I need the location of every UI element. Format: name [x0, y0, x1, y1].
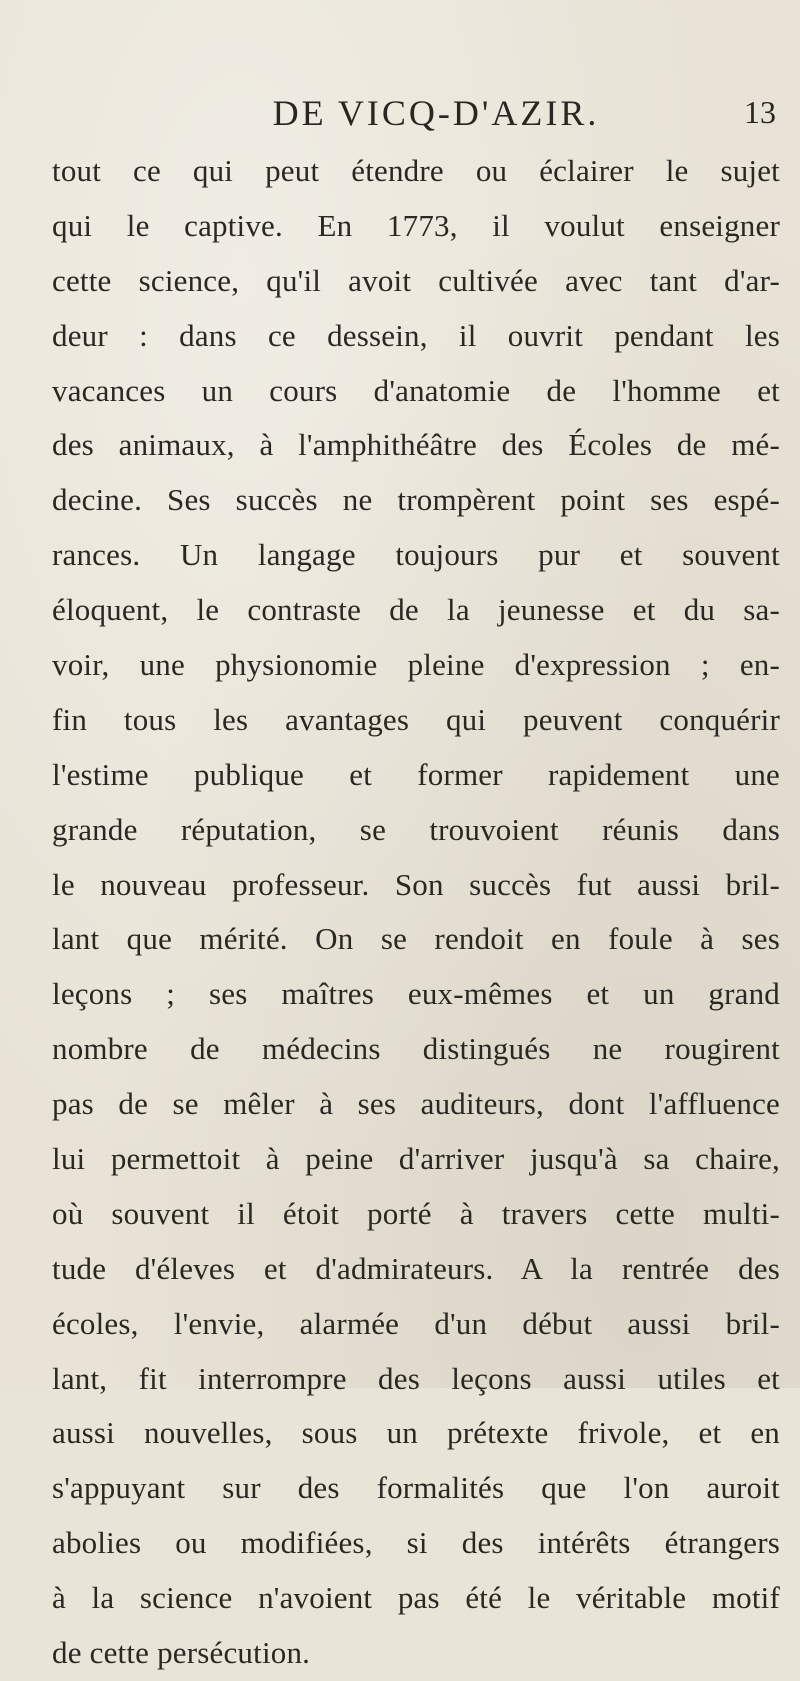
text-line: rances. Un langage toujours pur et souvent	[52, 537, 780, 573]
text-line-last: de cette persécution.	[52, 1635, 311, 1671]
text-line: vacances un cours d'anatomie de l'homme et	[52, 372, 780, 408]
text-line: leçons ; ses maîtres eux-mêmes et un grand	[52, 976, 780, 1012]
text-line: cette science, qu'il avoit cultivée avec tant d'ar-	[52, 262, 780, 298]
text-line: des animaux, à l'amphithéâtre des Écoles de mé-	[52, 427, 780, 463]
text-line: éloquent, le contraste de la jeunesse et du sa-	[52, 592, 780, 628]
text-line: lant, fit interrompre des leçons aussi utiles et	[52, 1360, 780, 1396]
text-line: tude d'éleves et d'admirateurs. A la rentrée des	[52, 1250, 780, 1286]
running-head	[96, 92, 776, 136]
text-line: écoles, l'envie, alarmée d'un début aussi bril-	[52, 1305, 780, 1341]
text-line: pas de se mêler à ses auditeurs, dont l'affluence	[52, 1086, 780, 1122]
text-line: voir, une physionomie pleine d'expression ; en-	[52, 647, 780, 683]
text-line: s'appuyant sur des formalités que l'on auroit	[52, 1470, 780, 1506]
text-line: lant que mérité. On se rendoit en foule à ses	[52, 921, 780, 957]
text-line: decine. Ses succès ne trompèrent point ses espé-	[52, 482, 780, 518]
running-title: DE VICQ-D'AZIR.	[272, 93, 600, 133]
body-text	[52, 144, 780, 1681]
text-line: l'estime publique et former rapidement une	[52, 756, 780, 792]
text-line: le nouveau professeur. Son succès fut aussi bril-	[52, 866, 780, 902]
text-line: fin tous les avantages qui peuvent conquérir	[52, 701, 780, 737]
text-line: deur : dans ce dessein, il ouvrit pendant les	[52, 317, 780, 353]
text-line: à la science n'avoient pas été le véritable motif	[52, 1580, 780, 1616]
text-line: aussi nouvelles, sous un prétexte frivole, et en	[52, 1415, 780, 1451]
page-number: 13	[744, 94, 776, 130]
text-line: tout ce qui peut étendre ou éclairer le sujet	[52, 153, 780, 188]
text-line: nombre de médecins distingués ne rougirent	[52, 1031, 780, 1067]
text-line: lui permettoit à peine d'arriver jusqu'à sa chaire,	[52, 1141, 780, 1177]
text-line: abolies ou modifiées, si des intérêts étrangers	[52, 1525, 780, 1561]
text-line: qui le captive. En 1773, il voulut enseigner	[52, 207, 780, 243]
text-line: grande réputation, se trouvoient réunis dans	[52, 811, 780, 847]
text-line: où souvent il étoit porté à travers cette multi-	[52, 1195, 780, 1231]
